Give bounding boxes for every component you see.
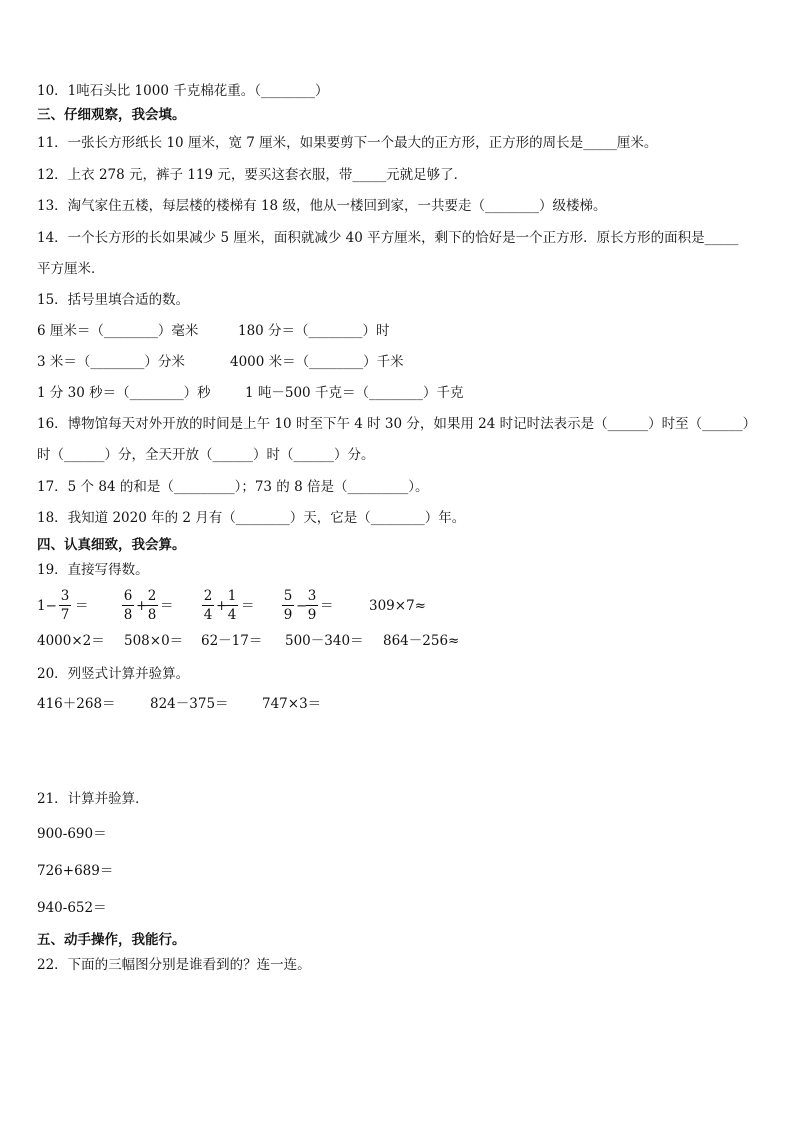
question-16-line-1: 16．博物馆每天对外开放的时间是上午 10 时至下午 4 时 30 分，如果用 24 时记时法表示是（______）时至（______）	[37, 416, 757, 432]
q21-item-2: 726+689＝	[37, 863, 114, 879]
q19-f2-eq: ＝	[160, 598, 174, 614]
q19-f1-den: 7	[60, 607, 70, 623]
q19-f4-den2: 9	[307, 607, 317, 623]
q15-item-1: 6 厘米＝（________）毫米	[37, 323, 199, 339]
q20-item-3: 747×3＝	[262, 696, 322, 712]
q19-f3-fraction-a	[202, 588, 214, 623]
question-16-line-2: 时（______）分，全天开放（______）时（______）分。	[37, 447, 375, 463]
q19-f2-num1: 6	[123, 588, 133, 604]
section-5-heading: 五、动手操作，我能行。	[37, 932, 186, 948]
question-12: 12．上衣 278 元，裤子 119 元，要买这套衣服，带_____元就足够了．	[37, 167, 468, 183]
q19-f4-fraction-b	[306, 588, 318, 623]
section-3-heading: 三、仔细观察，我会填。	[37, 107, 186, 123]
q19-f3-op: +	[216, 598, 228, 614]
q19-row2-item-5: 864－256≈	[383, 633, 460, 649]
q19-f1-num: 3	[60, 588, 70, 604]
q20-item-2: 824－375＝	[150, 696, 229, 712]
q19-f2-fraction-a	[122, 588, 134, 623]
q19-f4-fraction-a	[282, 588, 294, 623]
question-11: 11．一张长方形纸长 10 厘米，宽 7 厘米，如果要剪下一个最大的正方形，正方形的周长是_____厘米。	[37, 135, 658, 151]
q19-expression-5: 309×7≈	[369, 598, 426, 614]
q19-f2-fraction-b	[146, 588, 158, 623]
q19-f4-num2: 3	[307, 588, 317, 604]
q15-item-5: 1 分 30 秒＝（________）秒	[37, 385, 211, 401]
q19-f1-eq: ＝	[75, 598, 89, 614]
q19-f3-eq: ＝	[241, 598, 255, 614]
question-21: 21．计算并验算．	[37, 791, 149, 807]
q21-item-1: 900-690＝	[37, 826, 107, 842]
question-20: 20．列竖式计算并验算。	[37, 666, 190, 682]
q15-item-4: 4000 米＝（________）千米	[230, 354, 404, 370]
q19-row2-item-3: 62－17＝	[201, 633, 263, 649]
q15-item-2: 180 分＝（________）时	[238, 323, 390, 339]
question-15: 15．括号里填合适的数。	[37, 292, 190, 308]
question-14-line-1: 14．一个长方形的长如果减少 5 厘米，面积就减少 40 平方厘米，剩下的恰好是一个正方形．原长方形的面积是_____	[37, 230, 739, 246]
q15-item-6: 1 吨－500 千克＝（________）千克	[245, 385, 464, 401]
q19-f4-eq: ＝	[320, 598, 334, 614]
question-14-line-2: 平方厘米．	[37, 261, 105, 277]
question-17: 17．5 个 84 的和是（_________）；73 的 8 倍是（_________）。	[37, 479, 429, 495]
q19-f3-num2: 1	[227, 588, 237, 604]
q19-f4-den1: 9	[283, 607, 293, 623]
q20-item-1: 416＋268＝	[37, 696, 116, 712]
q19-row2-item-2: 508×0＝	[124, 633, 184, 649]
section-4-heading: 四、认真细致，我会算。	[37, 537, 186, 553]
question-13: 13．淘气家住五楼，每层楼的楼梯有 18 级，他从一楼回到家，一共要走（________）级楼梯。	[37, 198, 607, 214]
q19-row2-item-1: 4000×2＝	[37, 633, 105, 649]
q19-f1-fraction	[59, 588, 71, 623]
question-22: 22．下面的三幅图分别是谁看到的？连一连。	[37, 957, 311, 973]
q19-row2-item-4: 500－340＝	[285, 633, 364, 649]
q19-f3-num1: 2	[203, 588, 213, 604]
q19-f3-den2: 4	[227, 607, 237, 623]
q19-f3-fraction-b	[226, 588, 238, 623]
q19-f2-op: +	[136, 598, 148, 614]
question-19: 19．直接写得数。	[37, 562, 149, 578]
question-10: 10．1吨石头比 1000 千克棉花重。（________）	[37, 83, 329, 99]
q19-f2-den2: 8	[147, 607, 157, 623]
q19-f3-den1: 4	[203, 607, 213, 623]
q19-f2-num2: 2	[147, 588, 157, 604]
q19-f2-den1: 8	[123, 607, 133, 623]
q15-item-3: 3 米＝（________）分米	[37, 354, 185, 370]
q19-f4-op: −	[296, 598, 308, 614]
question-18: 18．我知道 2020 年的 2 月有（________）天，它是（________）年。	[37, 510, 466, 526]
q19-f4-num1: 5	[283, 588, 293, 604]
q21-item-3: 940-652＝	[37, 900, 107, 916]
q19-f1-lead: 1−	[37, 598, 57, 614]
